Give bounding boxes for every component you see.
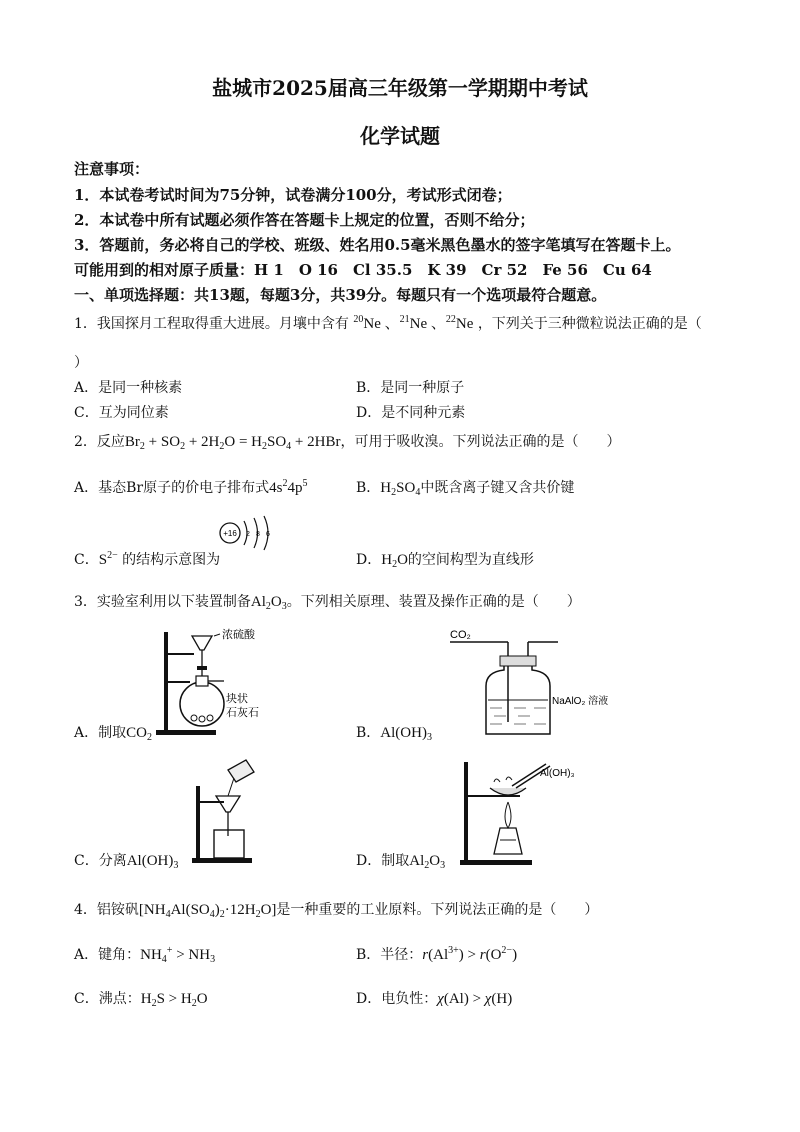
question-2-stem (74, 431, 620, 452)
q3-option-c-text: C．分离 (74, 853, 127, 869)
q4-option-d (356, 988, 512, 1008)
q3-option-a-text: A．制取 (74, 725, 127, 741)
alum-formula: $[NH_4Al(SO_4)_2\cdot 12H_2O]$ (138, 902, 277, 920)
q3-option-b-text: B． (356, 725, 381, 741)
question-1-stem (74, 312, 702, 333)
apparatus-c-figure (188, 756, 268, 866)
q2-option-c-text: 的结构示意图为 (122, 552, 221, 568)
al2o3-formula: $Al_2O_3$ (409, 853, 446, 871)
aloh3-formula: $Al(OH)_3$ (380, 725, 432, 743)
atomic-masses: 可能用到的相对原子质量：H 1 O 16 Cl 35.5 K 39 Cr 52 Fe 56 Cu 64 (74, 261, 652, 279)
electronegativity-expr: χ(Al) > χ(H) (437, 991, 513, 1007)
q2-option-d: D．$H_2O$的空间构型为直线形 (356, 552, 534, 570)
boiling-point-expr: $H_2S > H_2O$ (140, 991, 208, 1009)
nucleus-label: +16 (223, 529, 237, 538)
q2-stem-text-2: ，可用于吸收溴。下列说法正确的是（ ） (340, 434, 621, 450)
shell-count: 2 (246, 531, 250, 538)
figure-label: 石灰石 (226, 706, 259, 719)
q1-option-b: B．是同一种原子 (356, 380, 465, 396)
question-4-stem (74, 899, 598, 920)
q3-option-b (356, 722, 432, 743)
shell-count: 8 (256, 531, 260, 538)
q1-stem-close: ） (74, 355, 88, 371)
q1-stem-text-2: ，下列关于三种微粒说法正确的是（ (477, 316, 702, 332)
sulfide-ion: $S^{2-}$ (98, 550, 118, 568)
h2o-formula: $H_2O$ (381, 552, 408, 570)
apparatus-b-figure (448, 626, 608, 740)
q3-option-c (74, 850, 178, 871)
shell-count: 6 (266, 531, 270, 538)
apparatus-d-figure (456, 758, 616, 868)
q2-option-a (74, 477, 307, 497)
note-item: 3．答题前，务必将自己的学校、班级、姓名用0.5毫米黑色墨水的签字笔填写在答题卡上。 (74, 236, 681, 254)
q1-option-c: C．互为同位素 (74, 405, 169, 421)
reaction-equation: $Br_2 + SO_2 + 2H_2O = H_2SO_4 + 2HBr$ (124, 434, 341, 452)
electron-config: $4s^24p^5$ (269, 478, 308, 496)
q4-option-c (74, 988, 208, 1009)
al2o3-formula: $Al_2O_3$ (250, 594, 287, 612)
q2-option-c-label: C． (74, 552, 99, 568)
q2-stem-text: 2．反应 (74, 434, 125, 450)
q2-option-b: B．$H_2SO_4$中既含离子键又含共价键 (356, 480, 575, 498)
q2-option-a-text: A．基态Br原子的价电子排布式 (74, 480, 270, 496)
aloh3-formula: $Al(OH)_3$ (126, 853, 179, 871)
co2-formula: $CO_2$ (126, 725, 152, 743)
section-heading: 一、单项选择题：共13题，每题3分，共39分。每题只有一个选项最符合题意。 (74, 286, 607, 304)
note-item: 1．本试卷考试时间为75分钟，试卷满分100分，考试形式闭卷； (74, 186, 512, 204)
subject-title: 化学试题 (360, 124, 440, 148)
isotope-formula: $^{20}$Ne 、$^{21}$Ne 、$^{22}$Ne (353, 314, 474, 332)
q1-option-a: A．是同一种核素 (74, 380, 183, 396)
radius-expr: $r(Al^{3+}) > r(O^{2-})$ (422, 945, 518, 963)
q4-option-d-text: D．电负性： (356, 991, 438, 1007)
q2-option-b-text: 中既含离子键又含共价键 (420, 480, 575, 496)
q3-option-a (74, 722, 152, 743)
q4-option-a-text: A．键角： (74, 947, 141, 963)
exam-title: 盐城市2025届高三年级第一学期期中考试 (212, 76, 588, 100)
figure-label: CO₂ (450, 629, 471, 641)
q4-option-a (74, 944, 215, 965)
note-item: 2．本试卷中所有试题必须作答在答题卡上规定的位置，否则不给分； (74, 211, 535, 229)
q4-option-b (356, 944, 517, 964)
q4-option-b-text: B．半径： (356, 947, 423, 963)
q4-option-c-text: C．沸点： (74, 991, 141, 1007)
figure-label: Al(OH)₃ (540, 768, 575, 779)
q2-option-d-text: 的空间构型为直线形 (407, 552, 534, 568)
q1-stem-text: 1．我国探月工程取得重大进展。月壤中含有 (74, 316, 349, 332)
q3-stem-text: 3．实验室利用以下装置制备 (74, 594, 251, 610)
figure-label: NaAlO₂ 溶液 (552, 696, 608, 707)
q3-option-d-text: D．制取 (356, 853, 410, 869)
bond-angle-expr: $NH_4^+ > NH_3$ (140, 945, 216, 965)
figure-label: 浓硫酸 (222, 628, 255, 641)
notes-heading: 注意事项： (74, 160, 150, 178)
q3-stem-text-2: 。下列相关原理、装置及操作正确的是（ ） (286, 594, 581, 610)
question-3-stem (74, 591, 581, 612)
h2so4-formula: $H_2SO_4$ (380, 480, 421, 498)
q4-stem-text: 4．铝铵矾 (74, 902, 139, 918)
ion-structure-diagram (218, 514, 278, 552)
apparatus-a-figure (150, 626, 260, 738)
q1-option-d: D．是不同种元素 (356, 405, 466, 421)
q3-option-d (356, 850, 445, 871)
q2-option-c (74, 549, 220, 569)
q4-stem-text-2: 是一种重要的工业原料。下列说法正确的是（ ） (276, 902, 599, 918)
figure-label: 块状 (226, 692, 248, 705)
